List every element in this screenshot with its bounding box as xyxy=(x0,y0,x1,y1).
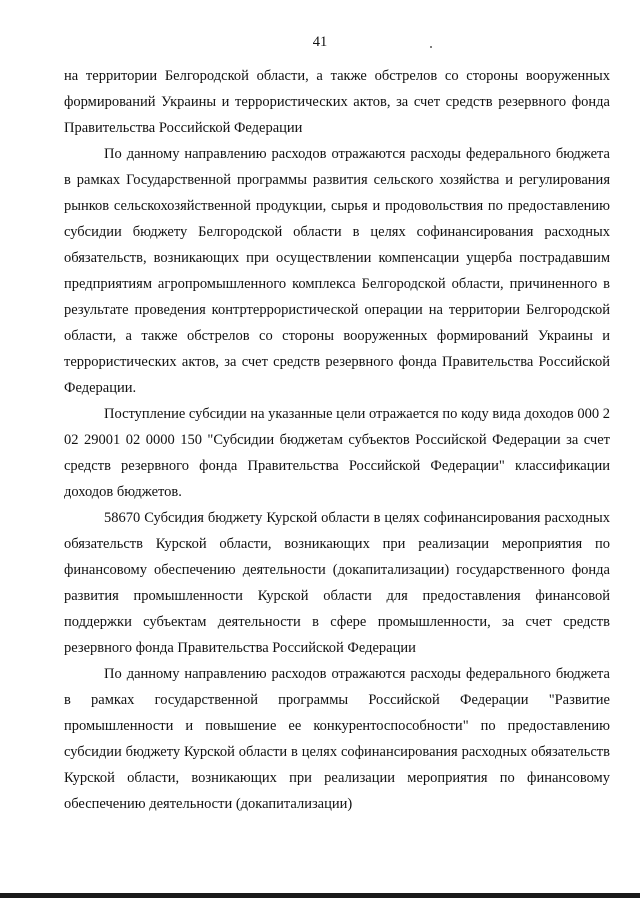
scan-bottom-edge xyxy=(0,893,640,898)
document-body xyxy=(64,63,610,817)
paragraph-1: на территории Белгородской области, а также обстрелов со стороны вооруженных формирований Украины и террористических актов, за счет средств резервного фонда Правительства Российской Федерации xyxy=(64,68,610,136)
paragraph-5: По данному направлению расходов отражаются расходы федерального бюджета в рамках государственной программы Российской Федерации "Развитие промышленности и повышение ее конкурентоспособности" по предоставлению субсидии бюджету Курской области в целях софинансирования расходных обязательств Курской области, возникающих при реализации мероприятия по финансовому обеспечению деятельности (докапитализации) xyxy=(64,666,610,812)
paragraph-4: 58670 Субсидия бюджету Курской области в целях софинансирования расходных обязательств Курской области, возникающих при реализации мероприятия по финансовому обеспечению деятельности (докапитализации) государственного фонда развития промышленности Курской области для предоставления финансовой поддержки субъектам деятельности в сфере промышленности, за счет средств резервного фонда Правительства Российской Федерации xyxy=(64,510,610,656)
paragraph-2: По данному направлению расходов отражаются расходы федерального бюджета в рамках Государственной программы развития сельского хозяйства и регулирования рынков сельскохозяйственной продукции, сырья и продовольствия по предоставлению субсидии бюджету Белгородской области в целях софинансирования расходных обязательств, возникающих при осуществлении компенсации ущерба пострадавшим предприятиям агропромышленного комплекса Белгородской области, причиненного в результате проведения контртеррористической операции на территории Белгородской области, а также обстрелов со стороны вооруженных формирований Украины и террористических актов, за счет средств резервного фонда Правительства Российской Федерации. xyxy=(64,146,610,396)
scan-speck xyxy=(430,46,432,48)
page-number: 41 xyxy=(312,34,328,50)
paragraph-3: Поступление субсидии на указанные цели отражается по коду вида доходов 000 2 02 29001 02 0000 150 "Субсидии бюджетам субъектов Российской Федерации за счет средств резервного фонда Правительства Российской Федерации" классификации доходов бюджетов. xyxy=(64,406,610,500)
